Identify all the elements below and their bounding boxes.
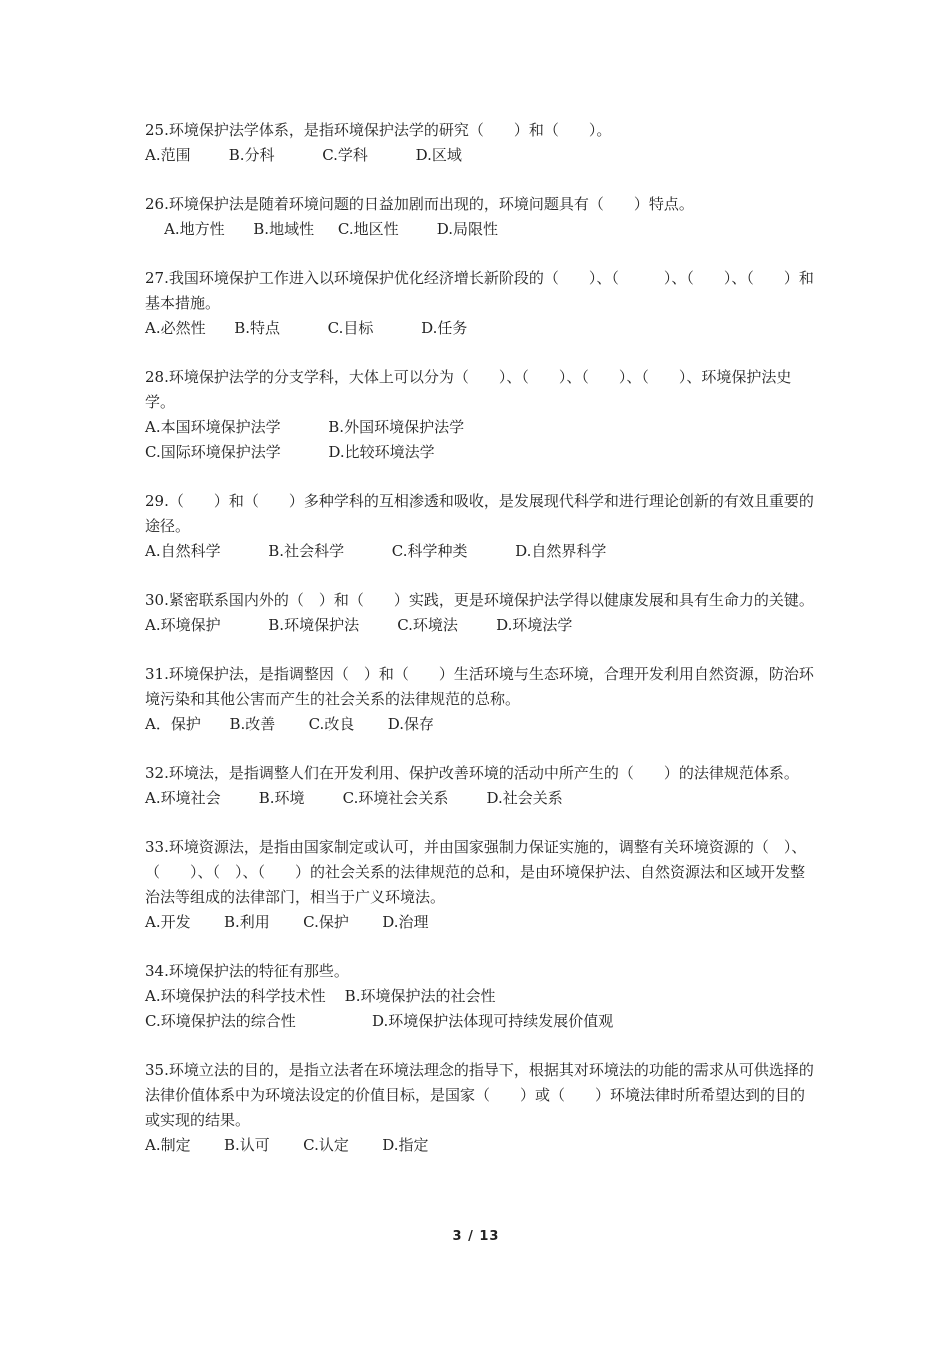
answer-options: C.国际环境保护法学 D.比较环境法学 [145, 443, 435, 461]
question-stem: 28.环境保护法学的分支学科，大体上可以分为（ ）、（ ）、（ ）、（ ）、环境保护法史学。 [145, 368, 792, 411]
answer-options: A.范围 B.分科 C.学科 D.区域 [145, 146, 462, 164]
question-block [145, 662, 815, 737]
question-stem: 26.环境保护法是随着环境问题的日益加剧而出现的，环境问题具有（ ）特点。 [145, 195, 694, 213]
answer-options: A.必然性 B.特点 C.目标 D.任务 [145, 319, 468, 337]
question-stem: 33.环境资源法，是指由国家制定或认可，并由国家强制力保证实施的，调整有关环境资源的（ ）、（ ）、（ ）、（ ）的社会关系的法律规范的总和，是由环境保护法、自然资源法和区域开发整治法等组成的法律部门，相当于广义环境法。 [145, 838, 807, 906]
question-stem: 25.环境保护法学体系，是指环境保护法学的研究（ ）和（ ）。 [145, 121, 612, 139]
question-block [145, 761, 815, 811]
answer-options: A.开发 B.利用 C.保护 D.治理 [145, 913, 429, 931]
question-stem: 30.紧密联系国内外的（ ）和（ ）实践，更是环境保护法学得以健康发展和具有生命力的关键。 [145, 591, 814, 609]
question-block [145, 959, 815, 1034]
answer-options: A.自然科学 B.社会科学 C.科学种类 D.自然界科学 [145, 542, 607, 560]
question-stem: 32.环境法，是指调整人们在开发利用、保护改善环境的活动中所产生的（ ）的法律规范体系。 [145, 764, 799, 782]
question-block [145, 835, 815, 935]
question-block [145, 1058, 815, 1158]
answer-options: A.地方性 B.地域性 C.地区性 D.局限性 [145, 220, 499, 238]
answer-options: A.本国环境保护法学 B.外国环境保护法学 [145, 418, 465, 436]
page-number: 3 / 13 [452, 1229, 500, 1244]
question-stem: 27.我国环境保护工作进入以环境保护优化经济增长新阶段的（ ）、（ ）、（ ）、（ ）和基本措施。 [145, 269, 814, 312]
question-list [145, 118, 815, 1182]
question-block [145, 192, 815, 242]
question-stem: 31.环境保护法，是指调整因（ ）和（ ）生活环境与生态环境，合理开发利用自然资源，防治环境污染和其他公害而产生的社会关系的法律规范的总称。 [145, 665, 814, 708]
question-block [145, 365, 815, 465]
answer-options: A.制定 B.认可 C.认定 D.指定 [145, 1136, 429, 1154]
question-block [145, 266, 815, 341]
answer-options: A.环境社会 B.环境 C.环境社会关系 D.社会关系 [145, 789, 563, 807]
question-block [145, 588, 815, 638]
answer-options: A．保护 B.改善 C.改良 D.保存 [145, 715, 434, 733]
question-stem: 35.环境立法的目的，是指立法者在环境法理念的指导下，根据其对环境法的功能的需求从可供选择的法律价值体系中为环境法设定的价值目标，是国家（ ）或（ ）环境法律时所希望达到的目的或实现的结果。 [145, 1061, 814, 1129]
question-stem: 34.环境保护法的特征有那些。 [145, 962, 349, 980]
question-stem: 29.（ ）和（ ）多种学科的互相渗透和吸收，是发展现代科学和进行理论创新的有效且重要的途径。 [145, 492, 814, 535]
answer-options: A.环境保护 B.环境保护法 C.环境法 D.环境法学 [145, 616, 573, 634]
question-block [145, 489, 815, 564]
answer-options: C.环境保护法的综合性 D.环境保护法体现可持续发展价值观 [145, 1012, 614, 1030]
question-block [145, 118, 815, 168]
answer-options: A.环境保护法的科学技术性 B.环境保护法的社会性 [145, 987, 496, 1005]
